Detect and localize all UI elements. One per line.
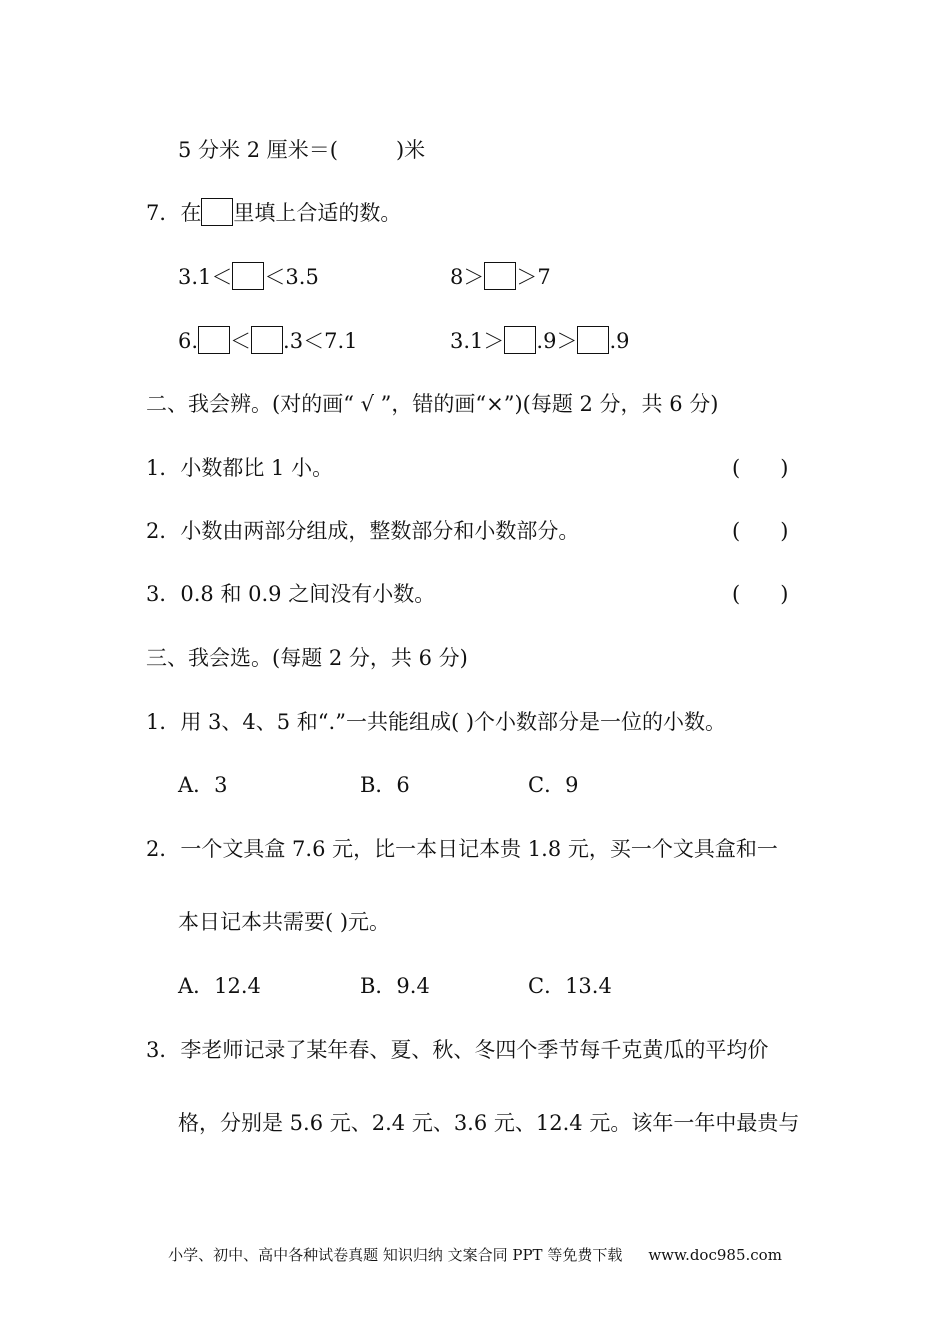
answer-box[interactable]: [251, 326, 283, 354]
question-7-text: 里填上合适的数。: [233, 201, 402, 225]
question-number: 1．: [146, 710, 181, 734]
answer-box[interactable]: [484, 262, 516, 290]
option-b[interactable]: B．9.4: [360, 974, 430, 998]
q7-row1-a-pre: 3.1＜: [178, 265, 233, 289]
answer-bracket[interactable]: ( ): [732, 582, 789, 606]
answer-box[interactable]: [504, 326, 536, 354]
item-text: 0.8 和 0.9 之间没有小数。: [180, 582, 436, 606]
question-text: 一个文具盒 7.6 元，比一本日记本贵 1.8 元，买一个文具盒和一: [180, 837, 778, 861]
section-2-item-1: [146, 454, 333, 482]
item-text: 小数都比 1 小。: [180, 456, 334, 480]
prev-question-line: [178, 136, 425, 164]
q7-row1-a: [178, 262, 319, 291]
option-c[interactable]: C．9: [528, 773, 579, 797]
question-2-line-2: 本日记本共需要( )元。: [178, 910, 391, 934]
item-number: 2．: [146, 519, 181, 543]
q7-row2-a-post: .3＜7.1: [283, 329, 358, 353]
prev-question-text: 5 分米 2 厘米＝(: [178, 138, 338, 162]
section-2-item-2: [146, 517, 579, 545]
answer-box[interactable]: [232, 262, 264, 290]
item-text: 小数由两部分组成，整数部分和小数部分。: [180, 519, 580, 543]
question-7-prefix: 在: [180, 201, 202, 225]
option-a[interactable]: A．3: [178, 773, 228, 797]
prev-question-tail: )米: [395, 138, 426, 162]
section-3-question-3: [146, 1036, 768, 1064]
option-c[interactable]: C．13.4: [528, 974, 612, 998]
answer-box[interactable]: [577, 326, 609, 354]
page-footer: [0, 1244, 950, 1266]
option-b[interactable]: B．6: [360, 773, 410, 797]
question-number: 2．: [146, 837, 181, 861]
q7-row1-b-pre: 8＞: [450, 265, 485, 289]
item-number: 3．: [146, 582, 181, 606]
question-number: 3．: [146, 1038, 181, 1062]
footer-url[interactable]: www.doc985.com: [648, 1246, 782, 1264]
q7-row2-b-post: .9: [609, 329, 630, 353]
question-text: 用 3、4、5 和“.”一共能组成( )个小数部分是一位的小数。: [180, 710, 727, 734]
section-2-title: 二、我会辨。(对的画“ √ ”，错的画“×”)(每题 2 分，共 6 分): [146, 392, 719, 416]
answer-bracket[interactable]: ( ): [732, 519, 789, 543]
q7-row1-b-post: ＞7: [516, 265, 551, 289]
question-3-line-2: 格，分别是 5.6 元、2.4 元、3.6 元、12.4 元。该年一年中最贵与: [178, 1111, 800, 1135]
section-3-question-2: [146, 835, 778, 863]
option-a[interactable]: A．12.4: [178, 974, 261, 998]
answer-box[interactable]: [201, 198, 233, 226]
item-number: 1．: [146, 456, 181, 480]
q7-row2-a-mid: ＜: [230, 329, 252, 353]
q7-row2-b-pre: 3.1＞: [450, 329, 505, 353]
q7-row2-a-pre: 6.: [178, 329, 199, 353]
q7-row1-b: [450, 262, 551, 291]
q7-row2-b: [450, 326, 630, 355]
question-7-line: [146, 198, 401, 227]
answer-bracket[interactable]: ( ): [732, 456, 789, 480]
section-2-item-3: [146, 580, 435, 608]
question-text: 李老师记录了某年春、夏、秋、冬四个季节每千克黄瓜的平均价: [180, 1038, 769, 1062]
q7-row2-b-mid: .9＞: [536, 329, 578, 353]
section-3-question-1: [146, 708, 726, 736]
q7-row2-a: [178, 326, 357, 355]
answer-box[interactable]: [198, 326, 230, 354]
question-7-number: 7．: [146, 201, 181, 225]
q7-row1-a-post: ＜3.5: [264, 265, 319, 289]
footer-text: 小学、初中、高中各种试卷真题 知识归纳 文案合同 PPT 等免费下载: [168, 1246, 623, 1264]
section-3-title: 三、我会选。(每题 2 分，共 6 分): [146, 646, 468, 670]
